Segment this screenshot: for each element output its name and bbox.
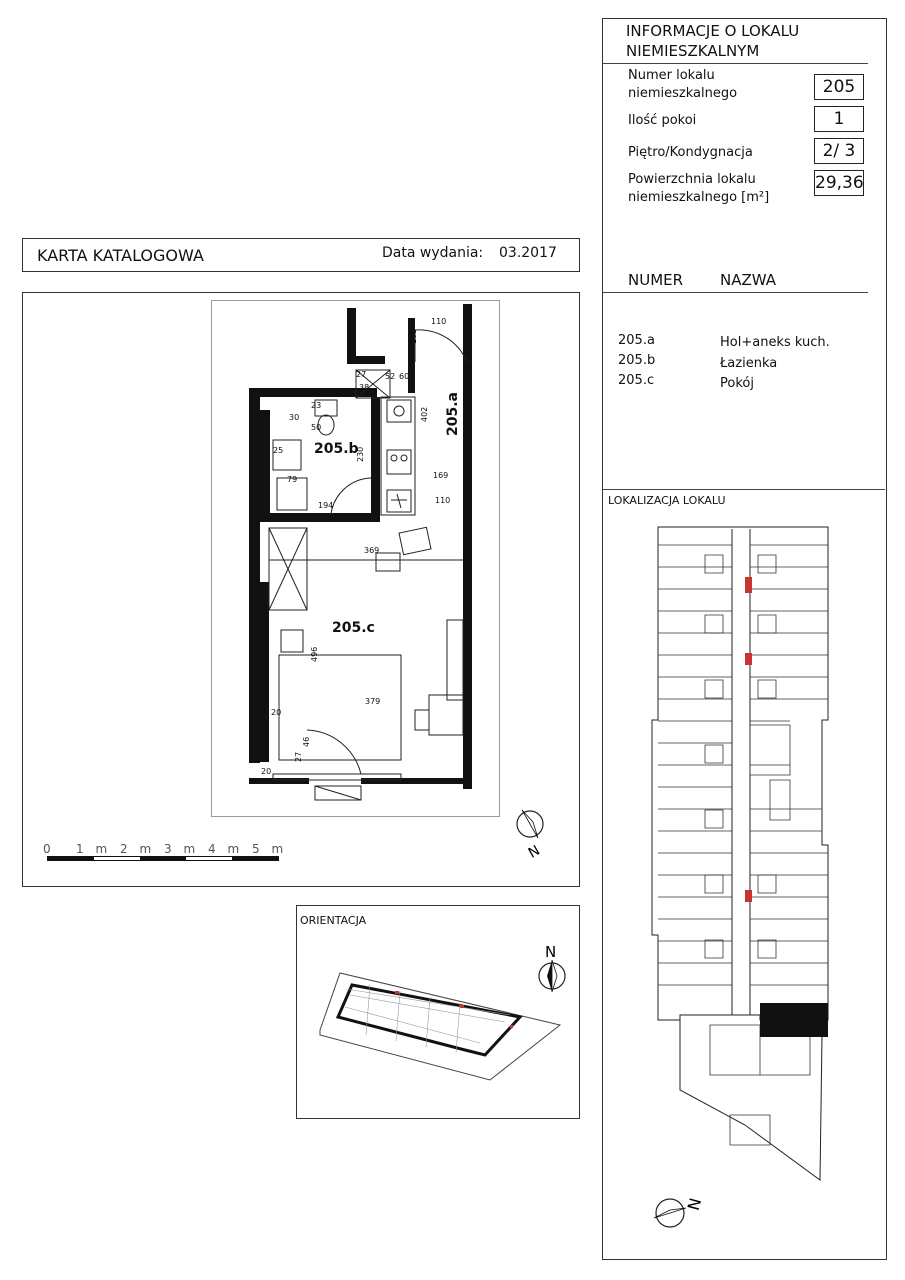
dim-label: 20 xyxy=(271,708,282,717)
field-rooms-value: 1 xyxy=(814,106,864,132)
orientation-site-plan xyxy=(310,965,570,1085)
card-date-label: Data wydania: xyxy=(382,245,484,261)
tv-unit xyxy=(447,620,463,700)
dim-label: 50 xyxy=(311,423,322,432)
info-title-line2: NIEMIESZKALNYM xyxy=(626,42,760,60)
dim-label: 60 xyxy=(399,372,410,381)
dim-label: 30 xyxy=(289,413,300,422)
dim-label: 20 xyxy=(261,767,272,776)
dim-label: 230 xyxy=(356,446,365,462)
stair-block xyxy=(760,1003,828,1037)
room-label-205b: 205.b xyxy=(314,441,359,457)
dim-label: 379 xyxy=(365,697,381,706)
wall-top xyxy=(249,388,377,397)
bathroom-cores xyxy=(705,555,776,958)
dim-label: 79 xyxy=(287,475,298,484)
room-row-name: Łazienka xyxy=(720,356,778,371)
dim-label: 46 xyxy=(302,736,311,747)
wall-bottom-right xyxy=(361,778,472,784)
field-floor-value: 2/ 3 xyxy=(814,138,864,164)
room-row-number: 205.c xyxy=(618,373,655,388)
field-area-value: 29,36 xyxy=(814,170,864,196)
dim-label: 194 xyxy=(318,501,334,510)
info-divider xyxy=(602,63,868,64)
card-date-value: 03.2017 xyxy=(499,245,557,261)
rooms-header-divider xyxy=(602,292,868,293)
field-area-label-2: niemieszkalnego [m²] xyxy=(628,190,770,205)
entry-door-arc xyxy=(415,330,467,362)
room-label-205c: 205.c xyxy=(332,620,375,636)
field-number-value: 205 xyxy=(814,74,864,100)
highlight-unit xyxy=(745,890,752,902)
armchair xyxy=(399,527,431,554)
building-outline xyxy=(652,527,828,1020)
pillow xyxy=(281,630,303,652)
location-title: LOKALIZACJA LOKALU xyxy=(608,494,726,507)
rooms-header-name: NAZWA xyxy=(720,271,777,289)
dim-label: 38 xyxy=(359,383,370,392)
location-north-label: N xyxy=(683,1195,706,1213)
bath-door-arc xyxy=(331,478,371,514)
wall-bath-bottom xyxy=(260,513,380,522)
highlight-unit xyxy=(745,653,752,665)
field-number-label: Numer lokalu xyxy=(628,68,715,83)
orientation-north-label: N xyxy=(545,943,557,961)
field-area-label: Powierzchnia lokalu xyxy=(628,172,756,187)
scale-tick: 4 m xyxy=(208,842,244,856)
building-lower-wing xyxy=(680,1015,822,1180)
card-title: KARTA KATALOGOWA xyxy=(37,246,204,265)
wall-left-thick xyxy=(260,410,270,522)
dim-label: 402 xyxy=(420,406,429,422)
room-row-number: 205.b xyxy=(618,353,656,368)
orientation-title: ORIENTACJA xyxy=(300,914,367,927)
dim-label: 27 xyxy=(294,751,303,762)
dim-label: 27 xyxy=(356,370,367,379)
plan-compass xyxy=(508,802,558,862)
dim-label: 45 xyxy=(359,390,370,399)
core-rooms xyxy=(710,725,810,1145)
floor-plan xyxy=(211,300,498,815)
room-row-name: Pokój xyxy=(720,376,754,391)
chair xyxy=(376,553,400,571)
room-label-205a: 205.a xyxy=(445,392,461,436)
location-divider xyxy=(602,489,885,490)
wall-left-lower xyxy=(249,582,269,762)
dim-label: 496 xyxy=(310,646,319,662)
unit-row-lines xyxy=(658,545,828,985)
wall-right xyxy=(463,304,472,789)
dim-label: 110 xyxy=(431,317,447,326)
dim-label: 110 xyxy=(435,496,451,505)
dim-label: 369 xyxy=(364,546,380,555)
wall-shaft-top xyxy=(347,356,385,364)
sink xyxy=(387,400,411,422)
scale-tick: 2 m xyxy=(120,842,156,856)
stove xyxy=(387,450,411,474)
bed xyxy=(279,655,401,760)
desk-chair xyxy=(415,710,429,730)
plan-north-label: N xyxy=(525,842,543,862)
dim-label: 103 xyxy=(409,328,418,344)
location-compass xyxy=(650,1188,710,1238)
scale-tick: 0 xyxy=(43,842,51,856)
rooms-header-number: NUMER xyxy=(628,271,684,289)
dim-label: 25 xyxy=(273,446,284,455)
dim-label: 169 xyxy=(433,471,449,480)
room-row-number: 205.a xyxy=(618,333,655,348)
room-row-name: Hol+aneks kuch. xyxy=(720,335,830,350)
scale-tick: 3 m xyxy=(164,842,200,856)
wall-bottom-left xyxy=(249,778,309,784)
location-building-plan xyxy=(650,515,835,1195)
desk xyxy=(429,695,463,735)
field-rooms-label: Ilość pokoi xyxy=(628,113,697,128)
info-title-line1: INFORMACJE O LOKALU xyxy=(626,22,800,40)
dim-label: 52 xyxy=(385,372,396,381)
orientation-compass xyxy=(532,942,572,998)
scale-tick: 5 m xyxy=(252,842,288,856)
dim-label: 23 xyxy=(311,401,322,410)
shower xyxy=(273,440,301,470)
field-number-label-2: niemieszkalnego xyxy=(628,86,738,101)
wall-bath-right xyxy=(371,397,380,522)
scale-tick: 1 m xyxy=(76,842,112,856)
wall-shaft-left xyxy=(347,308,356,362)
highlight-unit xyxy=(745,577,752,593)
field-floor-label: Piętro/Kondygnacja xyxy=(628,145,753,160)
balcony-door-arc xyxy=(307,730,361,774)
